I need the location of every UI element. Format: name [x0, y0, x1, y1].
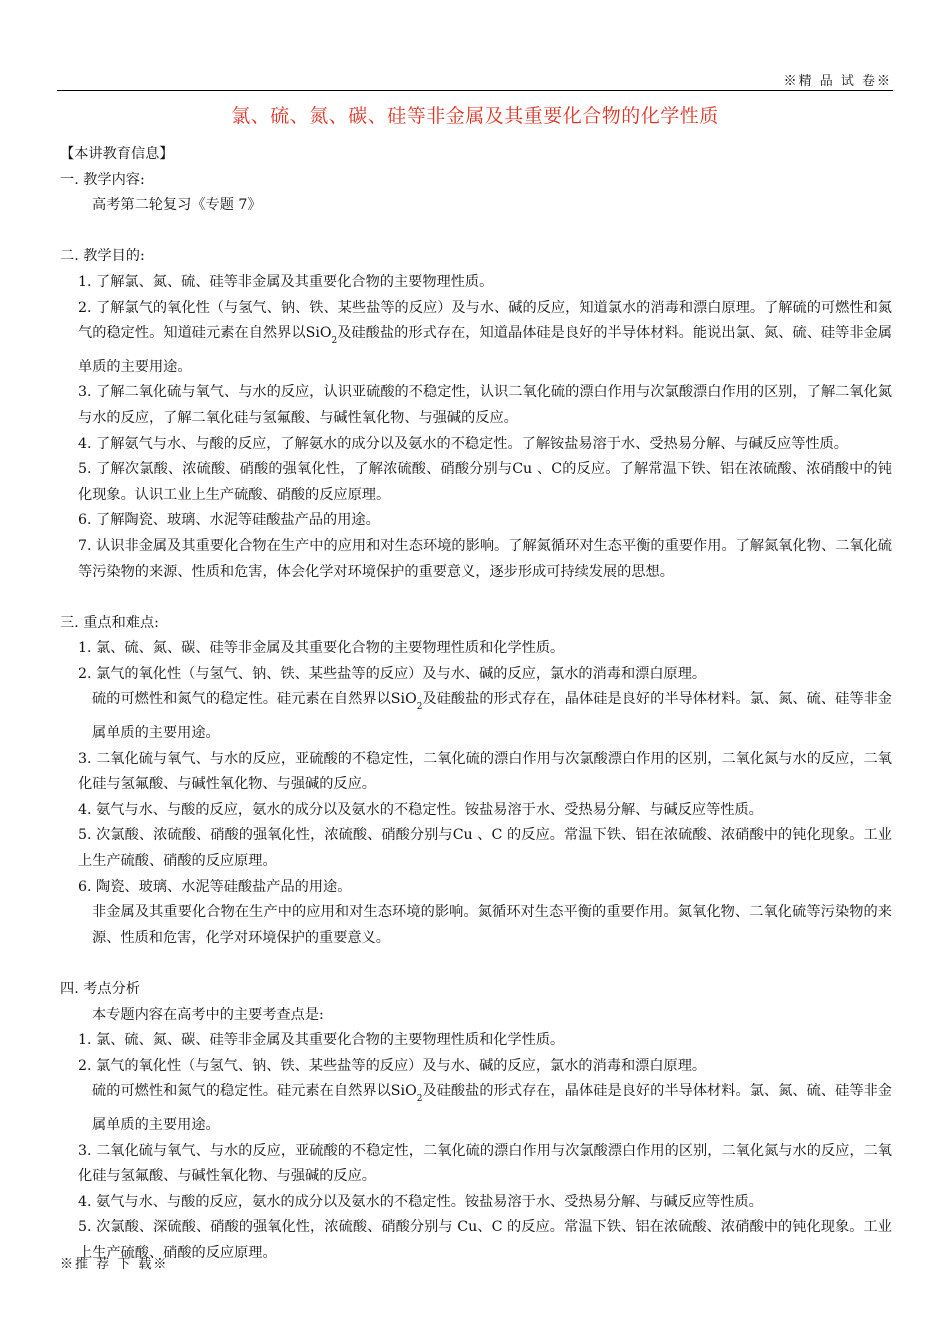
header-rule	[57, 90, 893, 91]
section-2-item-1: 1. 了解氯、氮、硫、硅等非金属及其重要化合物的主要物理性质。	[78, 273, 494, 290]
section-4-item-3: 3. 二氧化硫与氧气、与水的反应，亚硫酸的不稳定性，二氧化硫的漂白作用与次氯酸漂白作用的区别，二氧化氮与水的反应，二氧化硅与氢氟酸、与碱性氧化物、与强碱的反应。	[78, 1142, 892, 1185]
spacer	[60, 585, 892, 611]
spacer	[60, 951, 892, 977]
subscript: 2	[416, 702, 423, 713]
section-1-heading: 一. 教学内容:	[60, 171, 145, 188]
subscript: 2	[331, 336, 338, 347]
section-4-item-5: 5. 次氯酸、深硫酸、硝酸的强氧化性，浓硫酸、硝酸分别与 Cu、C 的反应。常温下铁、铝在浓硫酸、浓硝酸中的钝化现象。工业上生产硫酸、硝酸的反应原理。	[78, 1219, 892, 1261]
text-run: 硫的可燃性和氮气的稳定性。硅元素在自然界以SiO	[92, 1083, 417, 1100]
section-2-item-7: 7. 认识非金属及其重要化合物在生产中的应用和对生态环境的影响。了解氮循环对生态平衡的重要作用。了解氮氧化物、二氧化硫等污染物的来源、性质和危害，体会化学对环境保护的重要意义，逐步形成可持续发展的思想。	[78, 537, 892, 580]
section-3-item-2-cont	[60, 687, 892, 746]
header-mark: ※精 品 试 卷※	[783, 74, 892, 89]
section-3-item-4: 4. 氨气与水、与酸的反应，氨水的成分以及氨水的不稳定性。铵盐易溶于水、受热易分解、与碱反应等性质。	[78, 801, 763, 818]
section-1-text: 高考第二轮复习《专题 7》	[92, 197, 262, 214]
document-body	[60, 142, 892, 1267]
text-run: 2. 了解氯气的氧化性（与氢气、钠、铁、某些盐等的反应）及与水、碱的反应，知道氯水的消毒和漂白原理。了解硫的可燃性和氮气的稳定性。知道硅元素在自然界以SiO	[78, 299, 892, 342]
footer-mark: ※推 荐 下 载※	[60, 1257, 169, 1272]
section-2-item-5: 5. 了解次氯酸、浓硫酸、硝酸的强氧化性，了解浓硫酸、硝酸分别与Cu 、C的反应。了解常温下铁、铝在浓硫酸、浓硝酸中的钝化现象。认识工业上生产硫酸、硝酸的反应原理。	[78, 461, 892, 503]
info-label: 【本讲教育信息】	[60, 146, 174, 162]
section-4-item-4: 4. 氨气与水、与酸的反应，氨水的成分以及氨水的不稳定性。铵盐易溶于水、受热易分解、与碱反应等性质。	[78, 1193, 763, 1210]
section-3-item-3: 3. 二氧化硫与氧气、与水的反应，亚硫酸的不稳定性，二氧化硫的漂白作用与次氯酸漂白作用的区别，二氧化氮与水的反应，二氧化硅与氢氟酸、与碱性氧化物、与强碱的反应。	[78, 750, 892, 793]
section-4-item-2-cont	[60, 1079, 892, 1138]
section-3-item-5: 5. 次氯酸、浓硫酸、硝酸的强氧化性，浓硫酸、硝酸分别与Cu 、C 的反应。常温下铁、铝在浓硫酸、浓硝酸中的钝化现象。工业上生产硫酸、硝酸的反应原理。	[78, 827, 892, 870]
section-4-heading: 四. 考点分析	[60, 981, 140, 997]
section-2-item-4: 4. 了解氨气与水、与酸的反应，了解氨水的成分以及氨水的不稳定性。了解铵盐易溶于水、受热易分解、与碱反应等性质。	[78, 435, 848, 452]
spacer	[60, 219, 892, 245]
text-run: 及硅酸盐的形式存在，晶体硅是良好的半导体材料。氯、氮、硫、硅等非金属单质的主要用途。	[92, 1083, 892, 1133]
section-3-item-7: 非金属及其重要化合物在生产中的应用和对生态环境的影响。氮循环对生态平衡的重要作用。氮氧化物、二氧化硫等污染物的来源、性质和危害，化学对环境保护的重要意义。	[92, 904, 892, 946]
section-4-item-2: 2. 氯气的氧化性（与氢气、钠、铁、某些盐等的反应）及与水、碱的反应，氯水的消毒和漂白原理。	[78, 1057, 707, 1074]
section-4-item-1: 1. 氯、硫、氮、碳、硅等非金属及其重要化合物的主要物理性质和化学性质。	[78, 1032, 565, 1049]
section-3-heading: 三. 重点和难点:	[60, 614, 159, 631]
text-run: 及硅酸盐的形式存在，知道晶体硅是良好的半导体材料。能说出氯、氮、硫、硅等非金属单质的主要用途。	[78, 325, 893, 375]
section-2-heading: 二. 教学目的:	[60, 248, 145, 265]
text-run: 硫的可燃性和氮气的稳定性。硅元素在自然界以SiO	[92, 691, 417, 708]
section-3-item-6: 6. 陶瓷、玻璃、水泥等硅酸盐产品的用途。	[78, 878, 352, 895]
section-3-item-1: 1. 氯、硫、氮、碳、硅等非金属及其重要化合物的主要物理性质和化学性质。	[78, 640, 565, 657]
section-4-intro: 本专题内容在高考中的主要考查点是:	[92, 1006, 324, 1023]
text-run: 及硅酸盐的形式存在，晶体硅是良好的半导体材料。氯、氮、硫、硅等非金属单质的主要用途。	[92, 691, 892, 742]
page-title: 氯、硫、氮、碳、硅等非金属及其重要化合物的化学性质	[231, 105, 719, 127]
section-2-item-6: 6. 了解陶瓷、玻璃、水泥等硅酸盐产品的用途。	[78, 512, 380, 529]
subscript: 2	[416, 1094, 423, 1105]
section-2-item-3: 3. 了解二氧化硫与氧气、与水的反应，认识亚硫酸的不稳定性，认识二氧化硫的漂白作用与次氯酸漂白作用的区别，了解二氧化氮与水的反应，了解二氧化硅与氢氟酸、与碱性氧化物、与强碱的反应。	[78, 384, 892, 426]
section-2-item-2	[60, 296, 892, 381]
section-3-item-2: 2. 氯气的氧化性（与氢气、钠、铁、某些盐等的反应）及与水、碱的反应，氯水的消毒和漂白原理。	[78, 665, 707, 682]
